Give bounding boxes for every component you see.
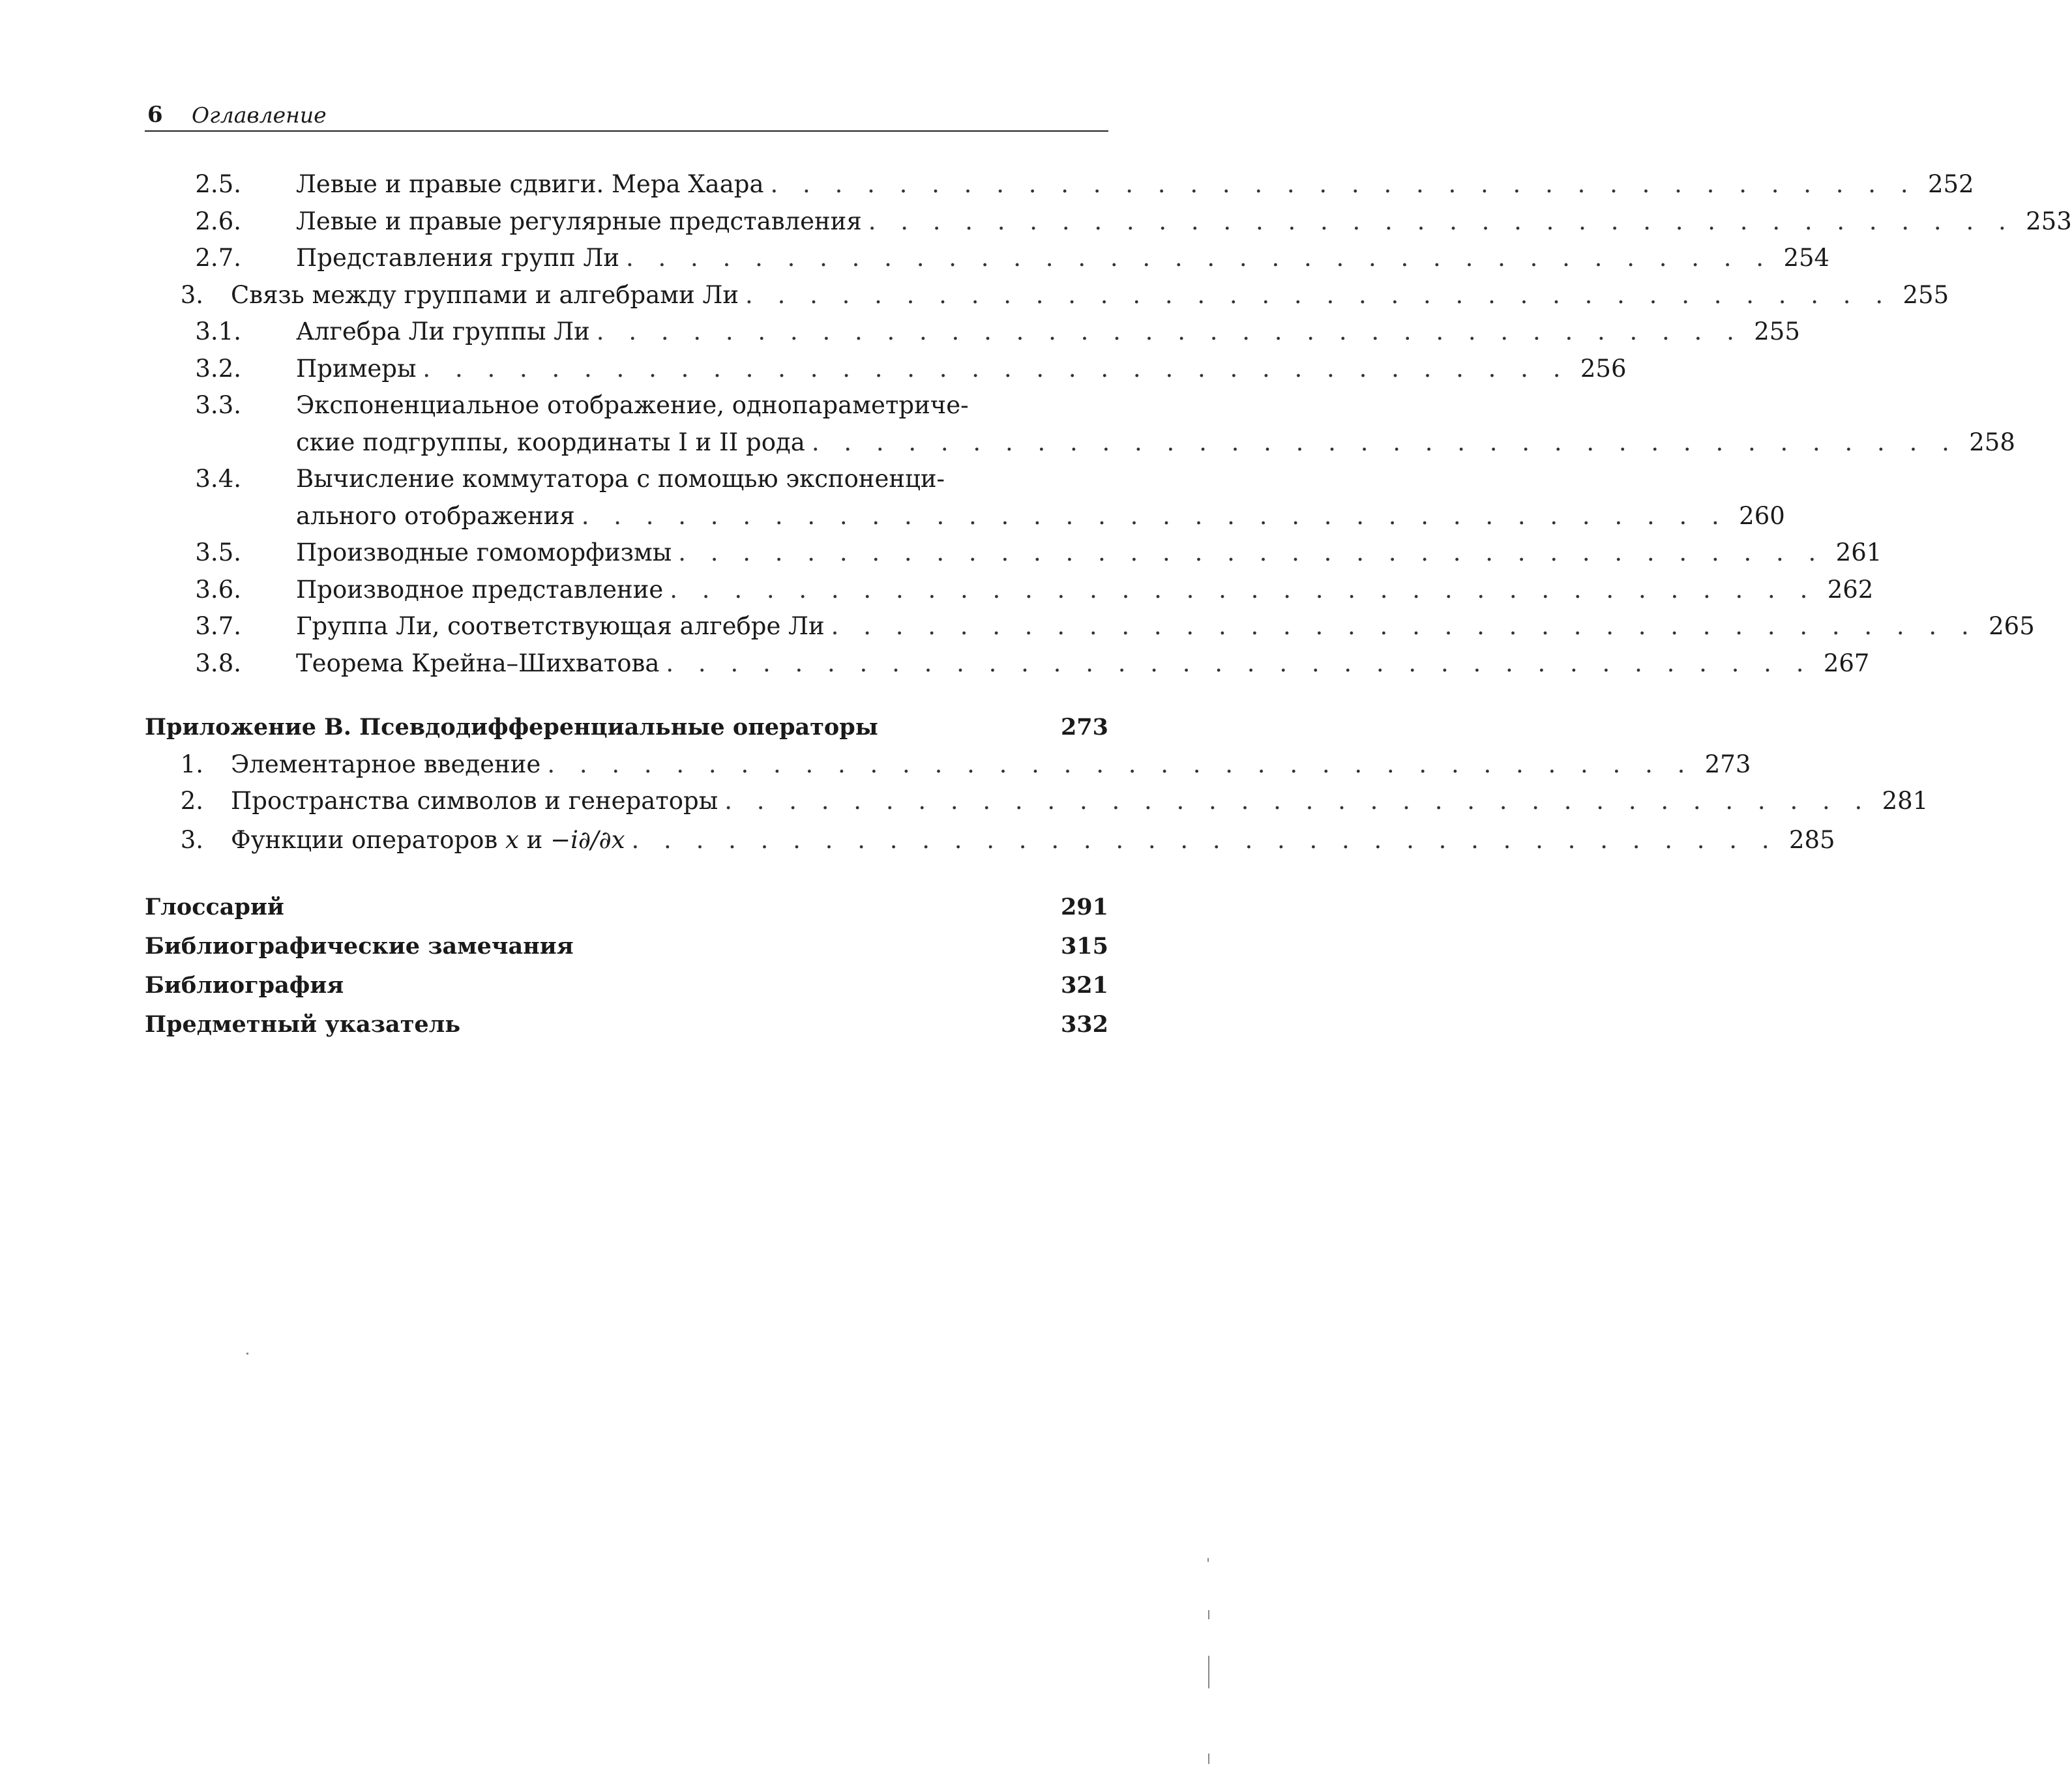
toc-entry[interactable] xyxy=(145,203,2072,241)
leader-dots: . . . . . . . . . . . . . . . . . . . . . . . . . . . . . . . . . . . . xyxy=(811,428,1958,456)
toc-entry-page: 255 xyxy=(1754,317,1800,345)
back-matter-title: Библиографические замечания xyxy=(145,932,574,960)
toc-entry[interactable] xyxy=(145,351,1627,388)
leader-dots: . . . . . . . . . . . . . . . . . . . . . . . . . . . . . . . . . . . . xyxy=(626,244,1773,272)
toc-entry-page: 252 xyxy=(1927,170,1974,198)
toc-entry-number: 2.6. xyxy=(195,207,241,235)
back-matter-page: 315 xyxy=(1060,932,1108,960)
toc-entry-title: Теорема Крейна–Шихватова xyxy=(296,649,660,677)
toc-entry-title-continued: ские подгруппы, координаты I и II рода xyxy=(296,428,805,456)
toc-entry-page: 255 xyxy=(1902,280,1949,309)
toc-entry-number: 3.3. xyxy=(195,391,241,419)
toc-entry[interactable] xyxy=(145,746,1751,784)
leader-dots: . . . . . . . . . . . . . . . . . . . . . . . . . . . . . . . . . . . . xyxy=(596,317,1743,345)
back-matter-entry[interactable] xyxy=(145,966,1108,1005)
appendix-title: Приложение B. Псевдодифференциальные операторы xyxy=(145,714,878,741)
toc-entry[interactable] xyxy=(145,277,1949,314)
toc-entry-number: 3.7. xyxy=(195,612,241,640)
toc-entry[interactable] xyxy=(145,498,1785,535)
toc-entry-number: 3. xyxy=(180,825,203,854)
back-matter-page: 291 xyxy=(1060,893,1108,920)
running-header xyxy=(145,98,1108,132)
toc-entry-title-continued: ального отображения xyxy=(296,501,575,530)
toc-entry-title: Представления групп Ли xyxy=(296,244,619,272)
back-matter-title: Библиография xyxy=(145,971,344,999)
toc-entry-title: Левые и правые сдвиги. Мера Хаара xyxy=(296,170,764,198)
toc-entry[interactable] xyxy=(145,783,1929,820)
toc-entry[interactable] xyxy=(145,424,2015,462)
toc-entry-title: Левые и правые регулярные представления xyxy=(296,207,862,235)
spacer xyxy=(145,682,1108,709)
toc-entry-title: Вычисление коммутатора с помощью экспоненци- xyxy=(296,465,945,493)
leader-dots: . . . . . . . . . . . . . . . . . . . . . . . . . . . . . . . . . . . . xyxy=(670,575,1816,604)
toc-entry-title: Элементарное введение xyxy=(231,750,541,778)
leader-dots: . . . . . . . . . . . . . . . . . . . . . . . . . . . . . . . . . . . . xyxy=(581,501,1728,530)
leader-dots: . . . . . . . . . . . . . . . . . . . . . . . . . . . . . . . . . . . . xyxy=(770,170,1917,198)
leader-dots: . . . . . . . . . . . . . . . . . . . . . . . . . . . . . . . . . . . . xyxy=(547,750,1694,778)
back-matter-entry[interactable] xyxy=(145,927,1108,966)
toc-entry-page: 273 xyxy=(1704,750,1751,778)
toc-entry-number: 1. xyxy=(180,750,203,778)
toc-entry-first-line[interactable] xyxy=(145,387,1108,424)
toc-entry[interactable] xyxy=(145,820,1835,860)
toc-entry-page: 262 xyxy=(1827,575,1874,604)
toc-entry-number: 3. xyxy=(180,280,203,309)
toc-entry-number: 3.6. xyxy=(195,575,241,604)
scan-speck xyxy=(1208,1610,1209,1619)
header-page-number: 6 xyxy=(147,102,163,128)
spacer xyxy=(145,860,1108,888)
toc-entry-title: Производное представление xyxy=(296,575,664,604)
toc-entry-title: Примеры xyxy=(296,354,417,383)
toc-entry-number: 2.7. xyxy=(195,244,241,272)
toc-entry[interactable] xyxy=(145,645,1870,683)
toc-entry-title: Пространства символов и генераторы xyxy=(231,787,718,815)
toc-entry[interactable] xyxy=(145,608,2035,645)
toc-entry-page: 261 xyxy=(1835,538,1882,566)
toc-entry[interactable] xyxy=(145,535,1882,572)
back-matter-title: Глоссарий xyxy=(145,893,284,920)
toc-entry[interactable] xyxy=(145,572,1874,609)
toc-entry[interactable] xyxy=(145,166,1974,203)
scan-speck xyxy=(1208,1754,1209,1764)
toc-entry-page: 254 xyxy=(1783,244,1830,272)
scan-speck xyxy=(1207,1558,1209,1562)
appendix-heading[interactable] xyxy=(145,709,1108,746)
toc-entry-first-line[interactable] xyxy=(145,461,1108,498)
back-matter-page: 332 xyxy=(1060,1010,1108,1038)
table-of-contents xyxy=(145,166,2072,1044)
leader-dots: . . . . . . . . . . . . . . . . . . . . . . . . . . . . . . . . . . . . xyxy=(666,649,1813,677)
toc-entry-title: Группа Ли, соответствующая алгебре Ли xyxy=(296,612,825,640)
math-expression: −i∂/∂x xyxy=(550,825,625,854)
toc-entry-number: 3.4. xyxy=(195,465,241,493)
toc-entry-title: Экспоненциальное отображение, однопараметриче- xyxy=(296,391,969,419)
leader-dots: . . . . . . . . . . . . . . . . . . . . . . . . . . . . . . . . . . . . xyxy=(724,787,1871,815)
leader-dots: . . . . . . . . . . . . . . . . . . . . . . . . . . . . . . . . . . . . xyxy=(422,354,1569,383)
back-matter-title: Предметный указатель xyxy=(145,1010,461,1038)
toc-entry-page: 256 xyxy=(1580,354,1627,383)
toc-entry-number: 3.5. xyxy=(195,538,241,566)
header-title: Оглавление xyxy=(192,102,327,128)
toc-entry-page: 285 xyxy=(1788,825,1835,854)
toc-entry-title: Функции операторов x и −i∂/∂x xyxy=(231,825,625,854)
leader-dots: . . . . . . . . . . . . . . . . . . . . . . . . . . . . . . . . . . . . xyxy=(831,612,1977,640)
scan-speck xyxy=(246,1353,248,1355)
toc-entry-number: 3.1. xyxy=(195,317,241,345)
toc-entry-number: 3.2. xyxy=(195,354,241,383)
scan-speck xyxy=(1208,1656,1209,1688)
toc-entry[interactable] xyxy=(145,314,1800,351)
toc-entry-page: 267 xyxy=(1823,649,1870,677)
leader-dots: . . . . . . . . . . . . . . . . . . . . . . . . . . . . . . . . . . . . xyxy=(631,825,1778,854)
leader-dots: . . . . . . . . . . . . . . . . . . . . . . . . . . . . . . . . . . . . xyxy=(745,280,1892,309)
toc-entry-title: Алгебра Ли группы Ли xyxy=(296,317,590,345)
toc-entry[interactable] xyxy=(145,240,1830,277)
toc-entry-page: 265 xyxy=(1989,612,2035,640)
leader-dots: . . . . . . . . . . . . . . . . . . . . . . . . . . . . . . . . . . . . xyxy=(678,538,1825,566)
toc-entry-title: Связь между группами и алгебрами Ли xyxy=(231,280,739,309)
toc-entry-page: 281 xyxy=(1882,787,1929,815)
toc-entry-page: 260 xyxy=(1739,501,1785,530)
toc-entry-number: 2. xyxy=(180,787,203,815)
toc-entry-page: 258 xyxy=(1969,428,2015,456)
toc-entry-number: 3.8. xyxy=(195,649,241,677)
toc-entry-title: Производные гомоморфизмы xyxy=(296,538,672,566)
toc-entry-page: 253 xyxy=(2026,207,2072,235)
back-matter-entry[interactable] xyxy=(145,888,1108,927)
toc-entry-number: 2.5. xyxy=(195,170,241,198)
back-matter-entry[interactable] xyxy=(145,1005,1108,1044)
appendix-page: 273 xyxy=(1060,714,1108,741)
leader-dots: . . . . . . . . . . . . . . . . . . . . . . . . . . . . . . . . . . . . xyxy=(868,207,2015,235)
math-variable: x xyxy=(505,825,519,854)
back-matter-page: 321 xyxy=(1060,971,1108,999)
